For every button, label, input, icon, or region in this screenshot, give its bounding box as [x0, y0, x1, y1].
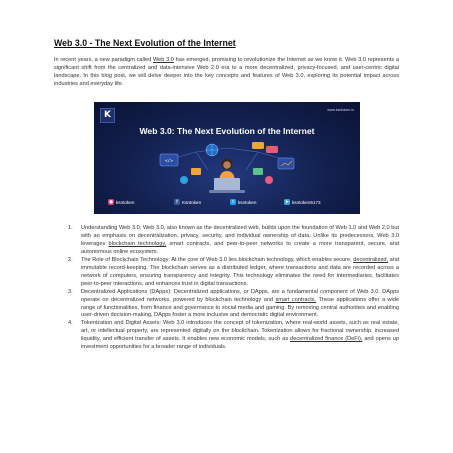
web3-illustration [156, 140, 298, 198]
social-handle: ksntoken [238, 199, 257, 205]
blockchain-technology-link[interactable]: blockchain technology, [108, 240, 167, 247]
social-telegram[interactable] [284, 199, 321, 205]
twitter-icon: t [230, 199, 236, 205]
list-text: and immutable record-keeping. The blockchain serves as a distributed ledger, where transactions and data are recorded across a network of computers, ensuring transparency and integrity. This technology eliminates the need for intermediaries, facilitates peer-to-peer interactions, and enhances trust in digital transactions. [81, 256, 400, 287]
ksn-logo: K [100, 108, 115, 123]
list-item [58, 257, 399, 289]
list-item [58, 225, 399, 257]
social-instagram[interactable] [108, 199, 134, 205]
defi-link[interactable]: decentralized finance (DeFi), [290, 336, 363, 343]
svg-text:</>: </> [165, 159, 173, 164]
list-text: Tokenization and Digital Assets: Web 3.0 introduces the concept of tokenization, where real-world assets, such as real estate, art, or intellectual property, are represented digitally on the blockchain. Tokenization allows for fractional ownership, increased liquidity, and efficient transfer of assets. It enables new economic models, such as [81, 320, 399, 343]
list-number: 1. [68, 225, 73, 231]
instagram-icon: ◉ [109, 199, 113, 204]
list-text: Understanding Web 3.0: Web 3.0, also known as the decentralized web, builds upon the foundation of Web 1.0 and Web 2.0 but with an emphasis on decentralization, privacy, security, and individual ownership of data. Unlike its predecessors, Web 3.0 leverages [81, 225, 399, 247]
social-handle: ksntoken5173 [292, 199, 321, 205]
list-item [58, 320, 399, 352]
telegram-icon: ➤ [285, 199, 289, 204]
blog-banner-image [94, 102, 360, 214]
list-number: 4. [68, 320, 73, 327]
social-twitter[interactable] [230, 199, 256, 205]
list-number: 3. [68, 288, 73, 295]
list-text: smart contracts, and peer-to-peer networks to create a more transparent, secure, and autonomous online ecosystem. [81, 240, 399, 255]
chat-bubble-icon-2 [266, 146, 278, 153]
social-handle: ksntoken [116, 199, 135, 205]
list-text: These applications offer a wide range of functionalities, from finance and governance to social media and gaming. By removing central authorities and enabling user-driven decision-making, DApps foster a more inclusive and democratic digital environment. [81, 296, 400, 319]
file-icon [253, 168, 263, 175]
page-title: Web 3.0 - The Next Evolution of the Internet [54, 38, 236, 48]
banner-site-url: www.ksntoken.io [327, 108, 354, 112]
list-text: Decentralized Applications (DApps): Decentralized applications, or DApps, are a fundamental component of Web 3.0. DApps operate on decentralized networks, powered by blockchain technology and [81, 288, 399, 303]
laptop-icon [214, 178, 240, 191]
facebook-icon: f [174, 199, 180, 205]
list-item [58, 289, 399, 321]
social-handles-bar [94, 199, 360, 211]
key-concepts-list [58, 225, 399, 352]
decentralized-link[interactable]: decentralized, [353, 256, 389, 263]
list-text: The Role of Blockchain Technology: At the core of Web 3.0 lies blockchain technology, which enables secure, [81, 256, 354, 263]
person-face-icon [223, 161, 231, 169]
web3-link[interactable]: Web 3.0 [152, 57, 174, 63]
list-text: and opens up investment opportunities for a broader range of individuals. [81, 336, 399, 351]
intro-text-rest: has emerged, promising to revolutionize the Internet as we know it. Web 3.0 represents a significant shift from the centralized and data-intensive Web 2.0 era to a more decentralized, privacy-focused, and user-centric digital landscape. In this blog post, we will delve deeper into the key concepts and features of Web 3.0, exploring its potential impact across industries and everyday life. [54, 57, 400, 87]
heart-icon [265, 176, 273, 184]
intro-text: In recent years, a new paradigm called [54, 57, 153, 63]
chat-bubble-icon [252, 142, 264, 149]
intro-paragraph [54, 57, 399, 89]
list-number: 2. [68, 256, 73, 263]
social-facebook[interactable] [174, 199, 201, 205]
folder-icon [191, 168, 201, 175]
banner-title: Web 3.0: The Next Evolution of the Internet [139, 126, 315, 136]
cloud-icon [180, 176, 188, 184]
social-handle: Ksntoken [182, 199, 202, 205]
smart-contracts-link[interactable]: smart contracts. [275, 296, 317, 303]
